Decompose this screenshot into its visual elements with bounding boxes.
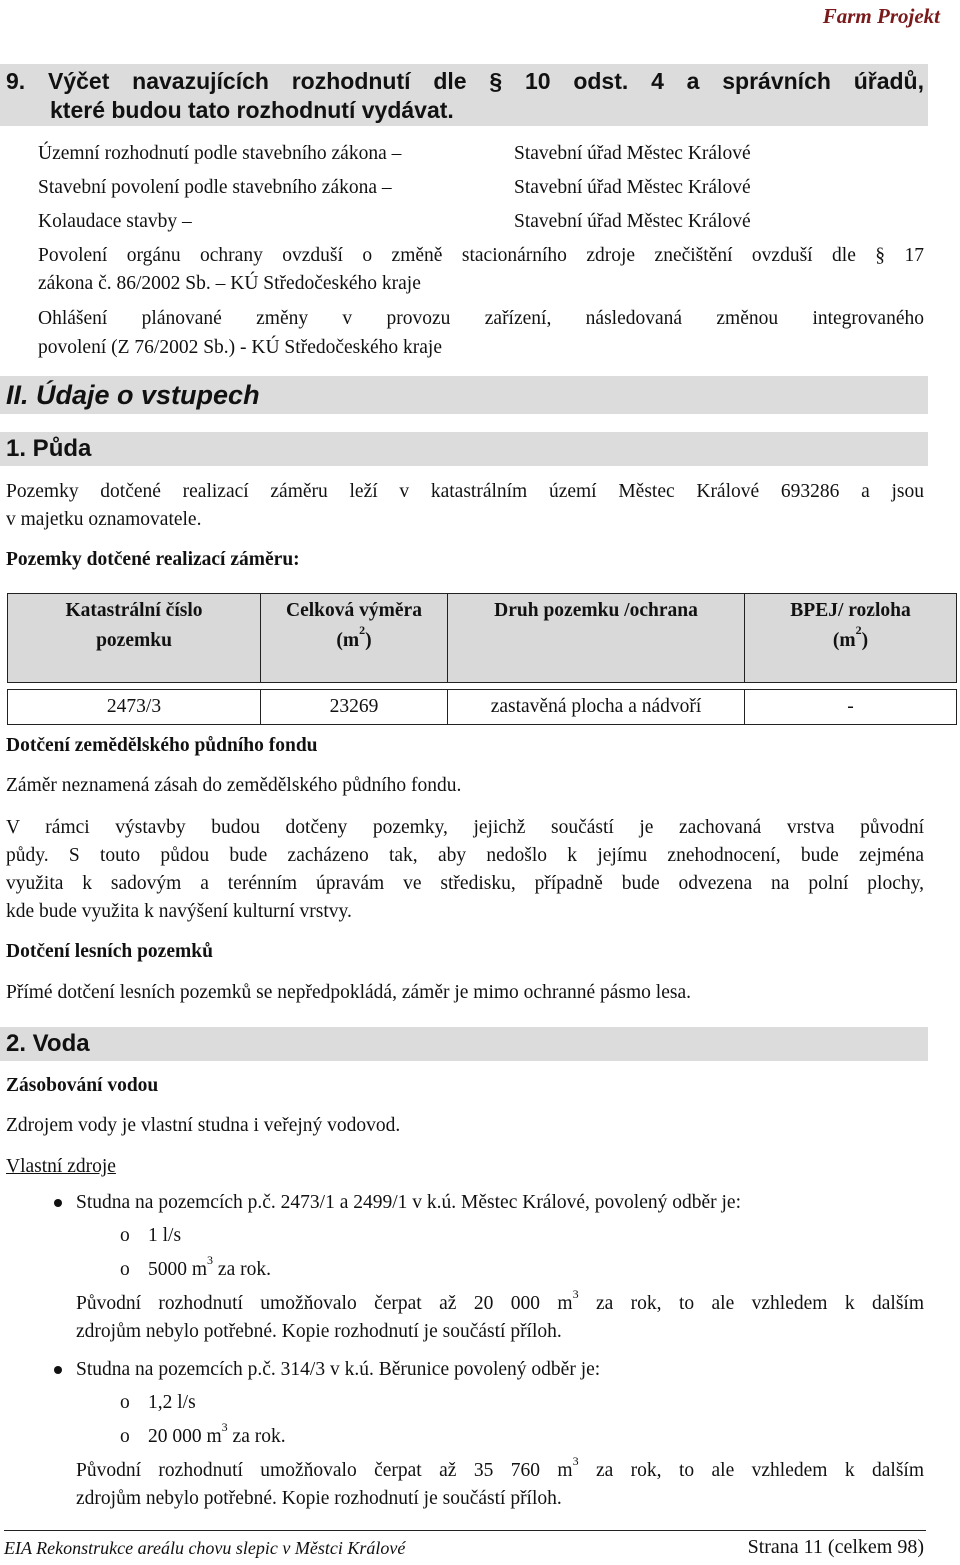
- agri-p2-line: využita k sadovým a terénním úpravám ve středisku, případně bude odvezena na polní plochy,: [6, 873, 924, 894]
- table-cell-type: zastavěná plocha a nádvoří: [448, 690, 745, 725]
- header-area-tail: ): [365, 630, 372, 651]
- sub-bullet-icon: o: [120, 1259, 130, 1280]
- bullet-icon: [54, 1199, 62, 1207]
- ippc-notice-line1: Ohlášení plánované změny v provozu zařízení, následovaná změnou integrovaného: [38, 308, 924, 329]
- own-source-label: Vlastní zdroje: [6, 1156, 116, 1177]
- section9-title-line2: které budou tato rozhodnutí vydávat.: [50, 97, 454, 123]
- well-text: Studna na pozemcích p.č. 2473/1 a 2499/1 v k.ú. Městec Králové, povolený odběr je:: [76, 1192, 741, 1213]
- air-permit-line1: Povolení orgánu ochrany ovzduší o změně stacionárního zdroje znečištění ovzduší dle § 17: [38, 245, 924, 266]
- header-bpej-unit: (m: [832, 630, 856, 651]
- water-heading-background: [0, 1027, 928, 1061]
- well-text: Studna na pozemcích p.č. 314/3 v k.ú. Běrunice povolený odběr je:: [76, 1359, 601, 1380]
- table-cell-bpej: -: [745, 690, 957, 725]
- well-note-line1: Původní rozhodnutí umožňovalo čerpat až 20 000 $m^3$ za rok, to ale vzhledem k dalším: [76, 1287, 924, 1314]
- agri-paragraph1: Záměr neznamená zásah do zemědělského půdního fondu.: [6, 775, 462, 796]
- decision-authority: Stavební úřad Městec Králové: [514, 143, 751, 164]
- header-bpej-sup: 2: [855, 623, 862, 637]
- header-bpej-tail: ): [861, 630, 869, 651]
- section9-title-line1: 9. Výčet navazujících rozhodnutí dle § 10 odst. 4 a správních úřadů,: [6, 68, 924, 94]
- header-parcel-line1: Katastrální číslo: [65, 600, 203, 621]
- table-header-cell: [745, 594, 957, 683]
- water-title: 2. Voda: [6, 1030, 90, 1057]
- header-brand: Farm Projekt: [822, 4, 940, 28]
- header-bpej-line1: BPEJ/ rozloha: [790, 600, 911, 621]
- footer-document-title: EIA Rekonstrukce areálu chovu slepic v Městci Králové: [4, 1538, 406, 1558]
- well-annual: 20 000 $m^3$ za rok.: [148, 1420, 286, 1447]
- well-note-line1: Původní rozhodnutí umožňovalo čerpat až 35 760 $m^3$ za rok, to ale vzhledem k dalším: [76, 1454, 924, 1481]
- table-header-cell: [8, 594, 261, 683]
- bullet-icon: [54, 1366, 62, 1374]
- footer-page-number: Strana 11 (celkem 98): [747, 1536, 924, 1558]
- ippc-notice-line2: povolení (Z 76/2002 Sb.) - KÚ Středočeského kraje: [38, 337, 442, 358]
- supply-heading: Zásobování vodou: [6, 1075, 159, 1096]
- table-cell-area: 23269: [261, 690, 448, 725]
- header-area-line1: Celková výměra: [286, 600, 422, 621]
- well-yield: 1 l/s: [148, 1225, 182, 1246]
- soil-intro-line2: v majetku oznamovatele.: [6, 509, 202, 530]
- header-parcel-line2: pozemku: [96, 630, 172, 651]
- header-area-sup: 2: [359, 623, 366, 637]
- agri-p2-line: kde bude využita k navýšení kulturní vrstvy.: [6, 901, 352, 922]
- agri-heading: Dotčení zemědělského půdního fondu: [6, 735, 318, 756]
- forest-heading: Dotčení lesních pozemků: [6, 941, 213, 962]
- sub-bullet-icon: o: [120, 1426, 130, 1447]
- forest-paragraph: Přímé dotčení lesních pozemků se nepředpokládá, záměr je mimo ochranné pásmo lesa.: [6, 982, 691, 1003]
- agri-p2-line: půdy. S touto půdou bude zacházeno tak, aby nedošlo k jejímu znehodnocení, bude zejména: [6, 845, 924, 866]
- decision-name: Územní rozhodnutí podle stavebního zákona –: [38, 143, 402, 164]
- table-row: [8, 690, 957, 725]
- table-header-cell: [448, 594, 745, 683]
- table-header-cell: [261, 594, 448, 683]
- decision-authority: Stavební úřad Městec Králové: [514, 177, 751, 198]
- soil-title: 1. Půda: [6, 435, 92, 462]
- sub-bullet-icon: o: [120, 1225, 130, 1246]
- footer-rule: [4, 1530, 926, 1531]
- well-note-line2: zdrojům nebylo potřebné. Kopie rozhodnutí je součástí příloh.: [76, 1321, 562, 1342]
- well-annual: 5000 $m^3$ za rok.: [148, 1253, 271, 1280]
- table-caption: Pozemky dotčené realizací záměru:: [6, 549, 300, 570]
- soil-heading-background: [0, 432, 928, 466]
- decision-name: Stavební povolení podle stavebního zákona –: [38, 177, 392, 198]
- header-type: Druh pozemku /ochrana: [494, 600, 698, 621]
- table-spacer: [8, 683, 957, 690]
- table-cell-parcel: 2473/3: [8, 690, 261, 725]
- supply-paragraph: Zdrojem vody je vlastní studna i veřejný vodovod.: [6, 1115, 401, 1136]
- well-note-line2: zdrojům nebylo potřebné. Kopie rozhodnutí je součástí příloh.: [76, 1488, 562, 1509]
- plots-table: [7, 593, 957, 725]
- section-ii-title: II. Údaje o vstupech: [6, 380, 260, 410]
- header-area-unit: (m: [336, 630, 360, 651]
- soil-intro-line1: Pozemky dotčené realizací záměru leží v katastrálním území Městec Králové 693286 a jsou: [6, 481, 924, 502]
- well-yield: 1,2 l/s: [148, 1392, 196, 1413]
- decision-authority: Stavební úřad Městec Králové: [514, 211, 751, 232]
- decision-name: Kolaudace stavby –: [38, 211, 192, 232]
- table-header-row: [8, 594, 957, 683]
- agri-p2-line: V rámci výstavby budou dotčeny pozemky, jejichž součástí je zachovaná vrstva původní: [6, 817, 924, 838]
- sub-bullet-icon: o: [120, 1392, 130, 1413]
- air-permit-line2: zákona č. 86/2002 Sb. – KÚ Středočeského kraje: [38, 273, 421, 294]
